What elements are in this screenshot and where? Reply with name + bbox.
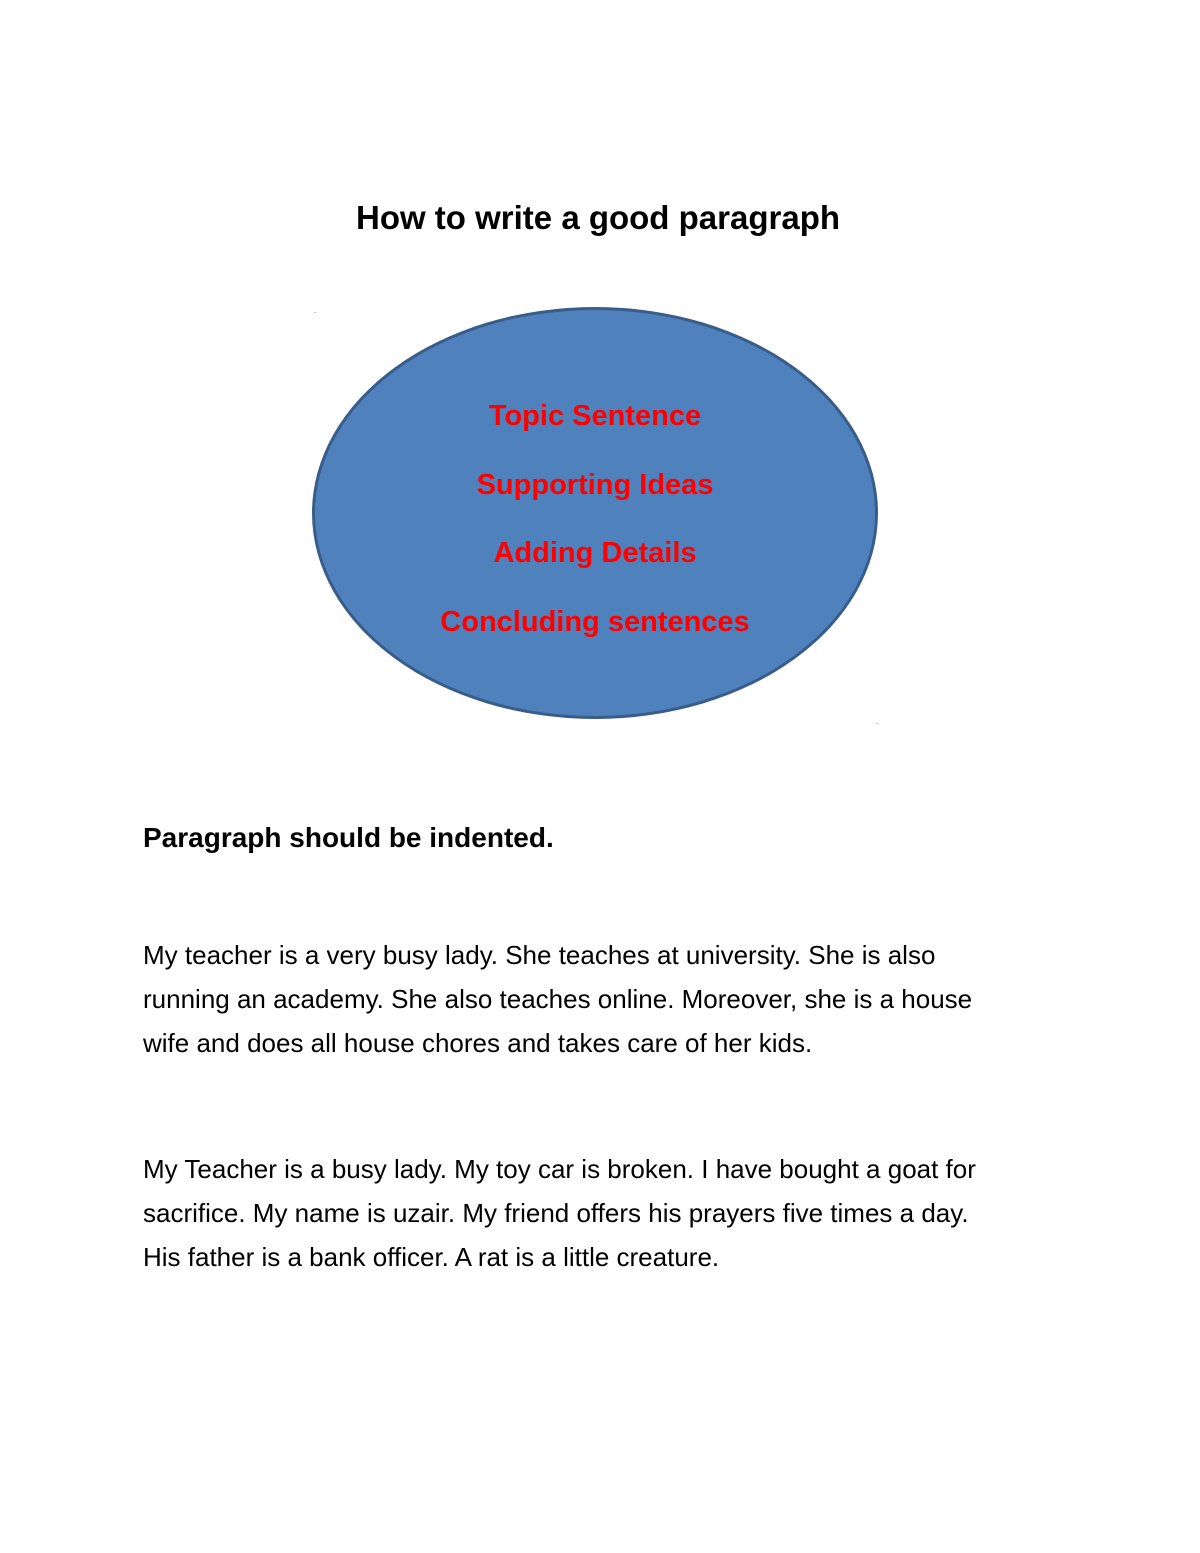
stray-mark (314, 312, 316, 313)
ellipse-item-concluding-sentences: Concluding sentences (440, 606, 750, 638)
paragraph-line: My Teacher is a busy lady. My toy car is broken. I have bought a goat for (143, 1154, 976, 1184)
paragraph-line: running an academy. She also teaches online. Moreover, she is a house (143, 984, 973, 1014)
paragraph-line: My teacher is a very busy lady. She teaches at university. She is also (143, 940, 936, 970)
section-heading: Paragraph should be indented. (143, 822, 554, 853)
ellipse-item-adding-details: Adding Details (493, 537, 697, 569)
stray-mark (876, 723, 878, 724)
paragraph-line: wife and does all house chores and takes care of her kids. (143, 1028, 813, 1058)
ellipse-item-topic-sentence: Topic Sentence (488, 400, 702, 432)
ellipse-item-supporting-ideas: Supporting Ideas (476, 469, 714, 501)
paragraph-line: His father is a bank officer. A rat is a little creature. (143, 1242, 720, 1272)
paragraph-line: sacrifice. My name is uzair. My friend offers his prayers five times a day. (143, 1198, 969, 1228)
page-title: How to write a good paragraph (355, 199, 841, 236)
paragraph-parts-ellipse (312, 307, 878, 719)
